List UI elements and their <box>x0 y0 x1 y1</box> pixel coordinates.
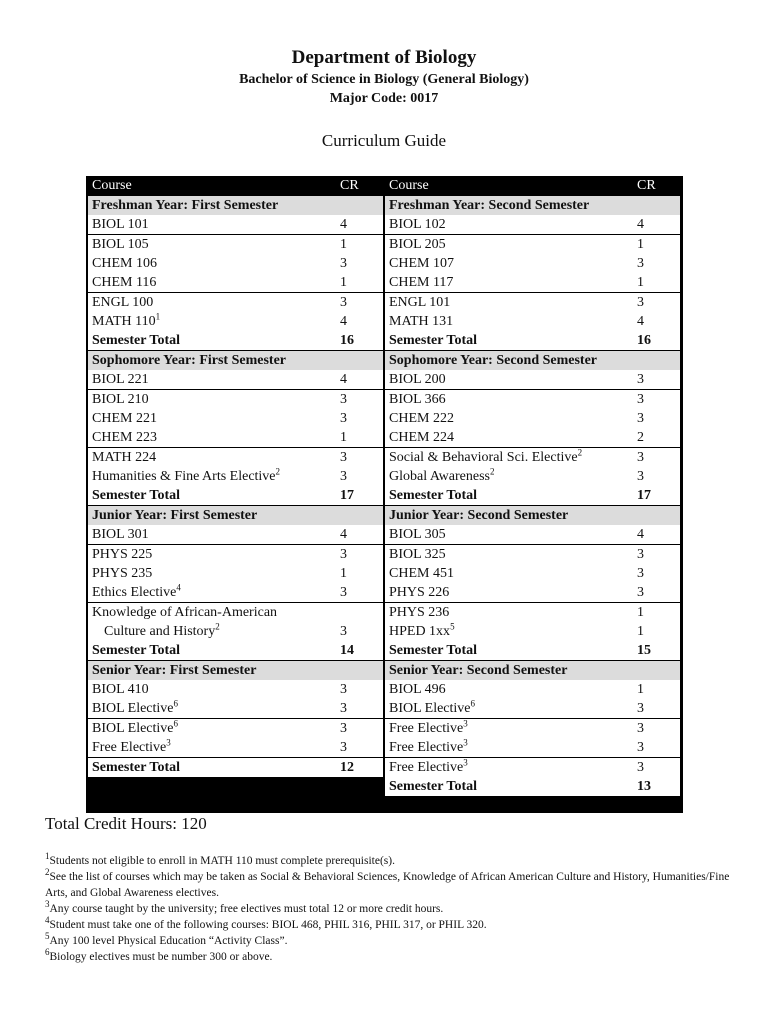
course-name: CHEM 223 <box>92 429 157 445</box>
semester-label: Junior Year: First Semester <box>92 507 258 523</box>
degree-title: Bachelor of Science in Biology (General Biology) <box>239 72 529 87</box>
credit-value: 3 <box>340 681 347 697</box>
credit-value: 4 <box>637 313 644 329</box>
course-name: Global Awareness$^2$ <box>389 465 495 484</box>
semester-total-row <box>385 331 680 350</box>
course-row <box>385 564 680 583</box>
course-name: BIOL 105 <box>92 236 149 252</box>
course-row <box>88 719 383 738</box>
footnote-mark: 6 <box>470 697 476 708</box>
course-row <box>385 525 680 544</box>
course-name: Semester Total <box>389 487 478 503</box>
course-name: Semester Total <box>92 487 181 503</box>
footnote-mark: 6 <box>173 697 179 708</box>
course-row <box>88 215 383 234</box>
course-name: CHEM 221 <box>92 410 157 426</box>
credit-value: 4 <box>637 216 644 232</box>
semester-label: Freshman Year: First Semester <box>92 197 279 213</box>
footnote-mark: 4 <box>45 915 50 926</box>
course-row <box>385 467 680 486</box>
semester-header <box>385 506 680 525</box>
course-row <box>385 293 680 312</box>
course-name: CHEM 106 <box>92 255 157 271</box>
footnote-mark: 3 <box>166 736 171 747</box>
course-name: PHYS 225 <box>92 546 153 562</box>
footnote-mark: 3 <box>463 717 468 728</box>
credit-value: 4 <box>340 216 347 232</box>
course-row <box>385 758 680 777</box>
course-row <box>88 622 383 641</box>
footnote-text: Students not eligible to enroll in MATH 110 must complete prerequisite(s). <box>49 855 395 867</box>
footnote <box>45 853 735 869</box>
course-name: BIOL 200 <box>389 371 446 387</box>
course-name: BIOL Elective$^6$ <box>92 717 179 736</box>
semester-header <box>385 661 680 680</box>
credit-value: 14 <box>340 642 354 658</box>
course-name: BIOL 366 <box>389 391 446 407</box>
semester-label: Senior Year: Second Semester <box>389 662 568 678</box>
credit-value: 3 <box>340 623 347 639</box>
course-row <box>385 215 680 234</box>
course-row <box>385 312 680 331</box>
credit-value: 1 <box>637 623 644 639</box>
course-row <box>385 603 680 622</box>
course-name: PHYS 235 <box>92 565 153 581</box>
credit-value: 4 <box>637 526 644 542</box>
course-row <box>88 409 383 428</box>
course-name: BIOL 101 <box>92 216 149 232</box>
credit-value: 1 <box>340 429 347 445</box>
course-name: Social & Behavioral Sci. Elective$^2$ <box>389 446 583 465</box>
course-name: MATH 131 <box>389 313 454 329</box>
credit-value: 4 <box>340 313 347 329</box>
course-name: Ethics Elective$^4$ <box>92 581 181 600</box>
course-row <box>88 235 383 254</box>
credit-value: 4 <box>340 371 347 387</box>
footnote <box>45 869 735 901</box>
footnote <box>45 901 735 917</box>
course-row <box>385 545 680 564</box>
semester-label: Sophomore Year: First Semester <box>92 352 287 368</box>
course-name: HPED $1xx^5$ <box>389 620 455 639</box>
course-name: Humanities & Fine Arts Elective$^2$ <box>92 465 281 484</box>
course-row <box>88 699 383 718</box>
course-name: Free Elective$^3$ <box>92 736 171 755</box>
course-row <box>88 448 383 467</box>
course-row <box>88 273 383 292</box>
credit-value: 16 <box>340 332 354 348</box>
course-name: BIOL Elective$^6$ <box>92 697 179 716</box>
footnote-mark: 2 <box>577 446 583 457</box>
course-row <box>88 564 383 583</box>
course-name: Free Elective$^3$ <box>389 756 468 775</box>
footnote-mark: 6 <box>45 947 50 958</box>
course-name: BIOL 496 <box>389 681 446 697</box>
credit-value: 3 <box>637 739 644 755</box>
footnote-mark: 3 <box>463 736 468 747</box>
semester-label: Junior Year: Second Semester <box>389 507 569 523</box>
course-name: BIOL 210 <box>92 391 149 407</box>
footnote-mark: 2 <box>45 867 50 878</box>
footnote <box>45 917 735 933</box>
credit-value: 3 <box>637 720 644 736</box>
semester-label: Freshman Year: Second Semester <box>389 197 590 213</box>
course-row <box>385 622 680 641</box>
course-row <box>385 719 680 738</box>
credit-value: 3 <box>340 294 347 310</box>
footnote-text: See the list of courses which may be taken as Social & Behavioral Sciences, Knowledge of African American Culture and History, Humanities/Fine Arts, and Global Awareness electives. <box>45 871 730 899</box>
course-row <box>385 235 680 254</box>
credit-value: 3 <box>637 546 644 562</box>
course-name: PHYS 236 <box>389 604 450 620</box>
footnotes <box>45 853 735 965</box>
course-row <box>385 273 680 292</box>
footnote-mark: 4 <box>176 581 181 592</box>
course-name: CHEM 222 <box>389 410 454 426</box>
credit-value: 1 <box>340 236 347 252</box>
course-name: Knowledge of African-American <box>92 604 278 620</box>
credit-value: 3 <box>637 371 644 387</box>
course-name: CHEM 117 <box>389 274 454 290</box>
course-row <box>88 370 383 389</box>
course-name: BIOL 410 <box>92 681 149 697</box>
column-header <box>88 176 383 195</box>
credit-value: 3 <box>340 468 347 484</box>
credit-value: 1 <box>637 604 644 620</box>
footnote <box>45 933 735 949</box>
course-row <box>385 428 680 447</box>
credit-value: 1 <box>637 681 644 697</box>
footnote-mark: 1 <box>45 851 50 862</box>
credit-value: 3 <box>637 255 644 271</box>
course-row <box>385 390 680 409</box>
course-name: ENGL 101 <box>389 294 451 310</box>
course-row <box>88 545 383 564</box>
course-row <box>385 448 680 467</box>
semester-total-row <box>88 331 383 350</box>
credit-value: CR <box>637 178 656 193</box>
semester-header <box>385 196 680 215</box>
course-name: BIOL 325 <box>389 546 446 562</box>
credit-value: 3 <box>340 391 347 407</box>
course-name: Free Elective$^3$ <box>389 717 468 736</box>
course-row <box>385 699 680 718</box>
course-row <box>88 603 383 622</box>
course-name: Semester Total <box>389 332 478 348</box>
footnote-mark: 1 <box>155 310 161 321</box>
course-row <box>88 525 383 544</box>
credit-value: 3 <box>340 739 347 755</box>
semester-header <box>88 506 383 525</box>
credit-value: 3 <box>340 720 347 736</box>
course-row <box>88 312 383 331</box>
footnote-text: Biology electives must be number 300 or above. <box>49 951 273 963</box>
credit-value: 3 <box>340 449 347 465</box>
course-row <box>385 680 680 699</box>
credit-value: 3 <box>340 410 347 426</box>
course-name: Course <box>92 178 132 193</box>
curriculum-table <box>86 176 683 813</box>
semester-label: Sophomore Year: Second Semester <box>389 352 598 368</box>
credit-value: 3 <box>637 759 644 775</box>
course-name: ENGL 100 <box>92 294 154 310</box>
footnote <box>45 949 735 965</box>
course-row <box>385 254 680 273</box>
footnote-text: Any course taught by the university; free electives must total 12 or more credit hours. <box>49 903 444 915</box>
credit-value: 3 <box>637 468 644 484</box>
credit-value: 3 <box>340 584 347 600</box>
credit-value: 17 <box>340 487 354 503</box>
course-row <box>385 370 680 389</box>
semester-total-row <box>385 641 680 660</box>
credit-value: 2 <box>637 429 644 445</box>
credit-value: 3 <box>340 700 347 716</box>
semester-label: Senior Year: First Semester <box>92 662 257 678</box>
credit-value: 15 <box>637 642 651 658</box>
footnote-text: Any 100 level Physical Education “Activity Class”. <box>49 935 288 947</box>
credit-value: 1 <box>637 274 644 290</box>
footnote-mark: 3 <box>45 899 50 910</box>
course-row <box>88 428 383 447</box>
department-title: Department of Biology <box>291 47 477 68</box>
semester-header <box>88 196 383 215</box>
course-name: BIOL 305 <box>389 526 446 542</box>
course-name: BIOL 221 <box>92 371 149 387</box>
semester-header <box>385 351 680 370</box>
credit-value: 17 <box>637 487 651 503</box>
footnote-mark: 3 <box>463 756 468 767</box>
credit-value: 3 <box>637 565 644 581</box>
course-name: Course <box>389 178 429 193</box>
curriculum-guide-title: Curriculum Guide <box>321 131 447 150</box>
course-name: PHYS 226 <box>389 584 450 600</box>
course-name: MATH $110^1$ <box>92 310 161 329</box>
credit-value: 3 <box>637 410 644 426</box>
footnote-mark: 2 <box>275 465 281 476</box>
course-name: BIOL 301 <box>92 526 149 542</box>
major-code: Major Code: 0017 <box>329 91 439 106</box>
course-name: Semester Total <box>92 759 181 775</box>
course-row <box>88 467 383 486</box>
course-name: Semester Total <box>389 778 478 794</box>
credit-value: 1 <box>637 236 644 252</box>
footnote-mark: 2 <box>215 620 220 631</box>
credit-value: CR <box>340 178 359 193</box>
semester-total-row <box>88 486 383 505</box>
course-name: CHEM 107 <box>389 255 454 271</box>
course-name: MATH 224 <box>92 449 157 465</box>
total-credit-hours: Total Credit Hours: 120 <box>45 814 207 833</box>
footnote-text: Student must take one of the following courses: BIOL 468, PHIL 316, PHIL 317, or PHIL 320. <box>49 919 487 931</box>
course-row <box>88 738 383 757</box>
course-row <box>385 409 680 428</box>
course-row <box>88 293 383 312</box>
course-row <box>385 738 680 757</box>
course-row <box>88 254 383 273</box>
credit-value: 3 <box>637 449 644 465</box>
semester-total-row <box>88 641 383 660</box>
credit-value: 4 <box>340 526 347 542</box>
credit-value: 3 <box>340 546 347 562</box>
footnote-mark: 5 <box>45 931 50 942</box>
course-name: Culture and History$^2$ <box>104 620 220 639</box>
course-name: BIOL Elective$^6$ <box>389 697 476 716</box>
credit-value: 16 <box>637 332 651 348</box>
credit-value: 3 <box>340 255 347 271</box>
footnote-mark: 5 <box>450 620 455 631</box>
course-row <box>385 583 680 602</box>
semester-total-row <box>385 486 680 505</box>
course-name: BIOL 205 <box>389 236 446 252</box>
credit-value: 3 <box>637 700 644 716</box>
credit-value: 1 <box>340 274 347 290</box>
course-row <box>88 390 383 409</box>
credit-value: 12 <box>340 759 354 775</box>
semester-total-row <box>88 758 383 777</box>
course-name: CHEM 451 <box>389 565 454 581</box>
credit-value: 1 <box>340 565 347 581</box>
semester-total-row <box>385 777 680 796</box>
footnote-mark: 2 <box>489 465 495 476</box>
course-name: CHEM 224 <box>389 429 454 445</box>
course-row <box>88 583 383 602</box>
course-name: Semester Total <box>92 642 181 658</box>
credit-value: 3 <box>637 294 644 310</box>
column-header <box>385 176 680 195</box>
course-row <box>88 680 383 699</box>
credit-value: 13 <box>637 778 651 794</box>
course-name: Free Elective$^3$ <box>389 736 468 755</box>
course-name: CHEM 116 <box>92 274 157 290</box>
semester-header <box>88 351 383 370</box>
credit-value: 3 <box>637 391 644 407</box>
course-name: Semester Total <box>389 642 478 658</box>
semester-header <box>88 661 383 680</box>
footnote-mark: 6 <box>173 717 179 728</box>
course-name: Semester Total <box>92 332 181 348</box>
credit-value: 3 <box>637 584 644 600</box>
course-name: BIOL 102 <box>389 216 446 232</box>
